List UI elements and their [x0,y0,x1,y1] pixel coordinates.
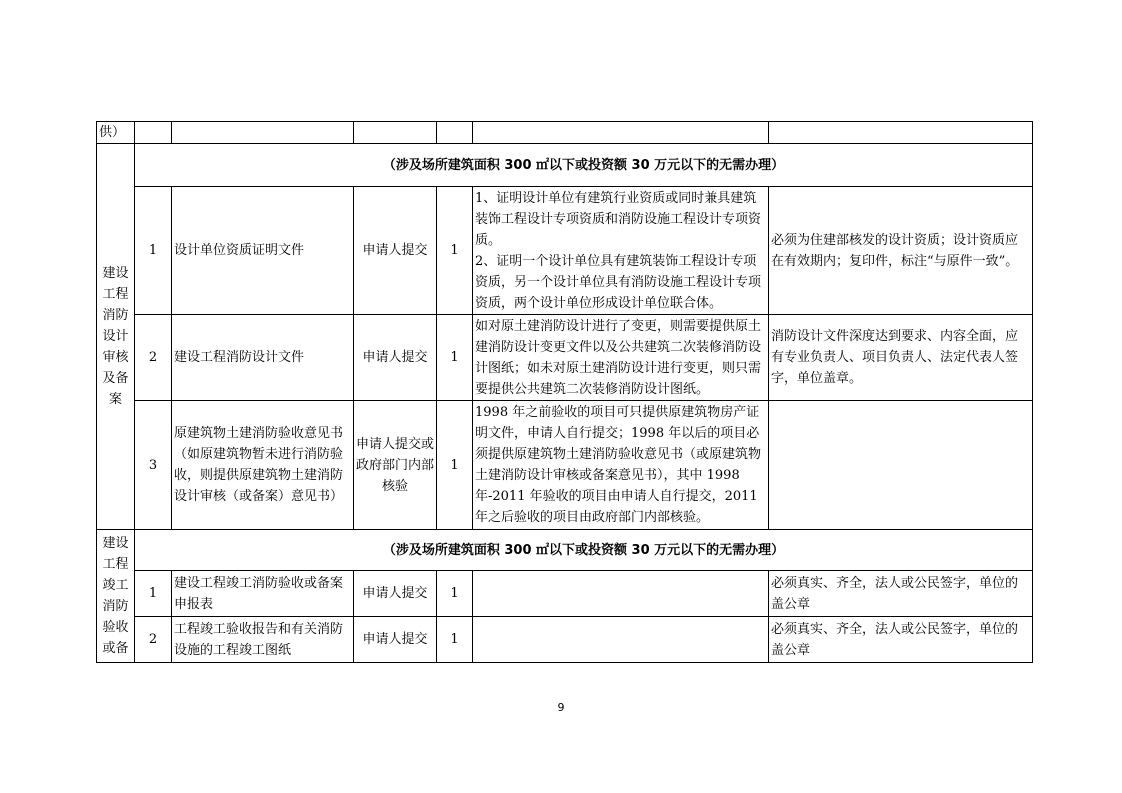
material-requirement: 必须真实、齐全，法人或公民签字，单位的盖公章 [769,617,1033,663]
table-row [97,122,1033,144]
material-name: 建设工程竣工消防验收或备案申报表 [172,571,354,617]
table-row [97,187,1033,315]
material-description [473,571,769,617]
row-number: 1 [135,571,172,617]
material-description: 1、证明设计单位有建筑行业资质或同时兼具建筑装饰工程设计专项资质和消防设施工程设计专项资质。 2、证明一个设计单位具有建筑装饰工程设计专项资质，另一个设计单位具有消防设施工程设计专项资质，两个设计单位形成设计单位联合体。 [473,187,769,315]
table-row [97,315,1033,401]
material-source: 申请人提交 [354,315,437,401]
section-category: 建设 工程 竣工 消防 验收 或备 [97,530,135,663]
category-cell: 供） [97,122,135,144]
material-source: 申请人提交 [354,187,437,315]
page-number: 9 [557,701,565,714]
table-row [97,571,1033,617]
material-name: 工程竣工验收报告和有关消防设施的工程竣工图纸 [172,617,354,663]
material-source: 申请人提交 [354,617,437,663]
row-number: 3 [135,401,172,530]
copy-count: 1 [437,401,473,530]
section-category: 建设 工程 消防 设计 审核 及备 案 [97,144,135,530]
copy-count: 1 [437,617,473,663]
copy-count: 1 [437,571,473,617]
copy-count: 1 [437,315,473,401]
material-requirement: 必须真实、齐全，法人或公民签字，单位的盖公章 [769,571,1033,617]
row-number: 2 [135,617,172,663]
material-source: 申请人提交 [354,571,437,617]
table-row [97,617,1033,663]
material-requirement: 必须为住建部核发的设计资质；设计资质应在有效期内；复印件，标注“与原件一致”。 [769,187,1033,315]
section-header: （涉及场所建筑面积 300 ㎡以下或投资额 30 万元以下的无需办理） [135,530,1033,571]
material-source: 申请人提交或政府部门内部核验 [354,401,437,530]
material-name: 设计单位资质证明文件 [172,187,354,315]
table-row [97,144,1033,187]
materials-table [96,121,1033,663]
material-description: 如对原土建消防设计进行了变更，则需要提供原土建消防设计变更文件以及公共建筑二次装修消防设计图纸；如未对原土建消防设计进行变更，则只需要提供公共建筑二次装修消防设计图纸。 [473,315,769,401]
table-row [97,530,1033,571]
copy-count: 1 [437,187,473,315]
material-description: 1998 年之前验收的项目可只提供原建筑物房产证明文件，申请人自行提交；1998 年以后的项目必须提供原建筑物土建消防验收意见书（或原建筑物土建消防设计审核或备案意见书），其中 1998 年-2011 年验收的项目由申请人自行提交，2011 年之后验收的项目由政府部门内部核验。 [473,401,769,530]
material-name: 原建筑物土建消防验收意见书（如原建筑物暂未进行消防验收，则提供原建筑物土建消防设计审核（或备案）意见书） [172,401,354,530]
material-description [473,617,769,663]
table-row [97,401,1033,530]
material-name: 建设工程消防设计文件 [172,315,354,401]
section-header: （涉及场所建筑面积 300 ㎡以下或投资额 30 万元以下的无需办理） [135,144,1033,187]
material-requirement [769,401,1033,530]
row-number: 1 [135,187,172,315]
material-requirement: 消防设计文件深度达到要求、内容全面，应有专业负责人、项目负责人、法定代表人签字，单位盖章。 [769,315,1033,401]
row-number: 2 [135,315,172,401]
